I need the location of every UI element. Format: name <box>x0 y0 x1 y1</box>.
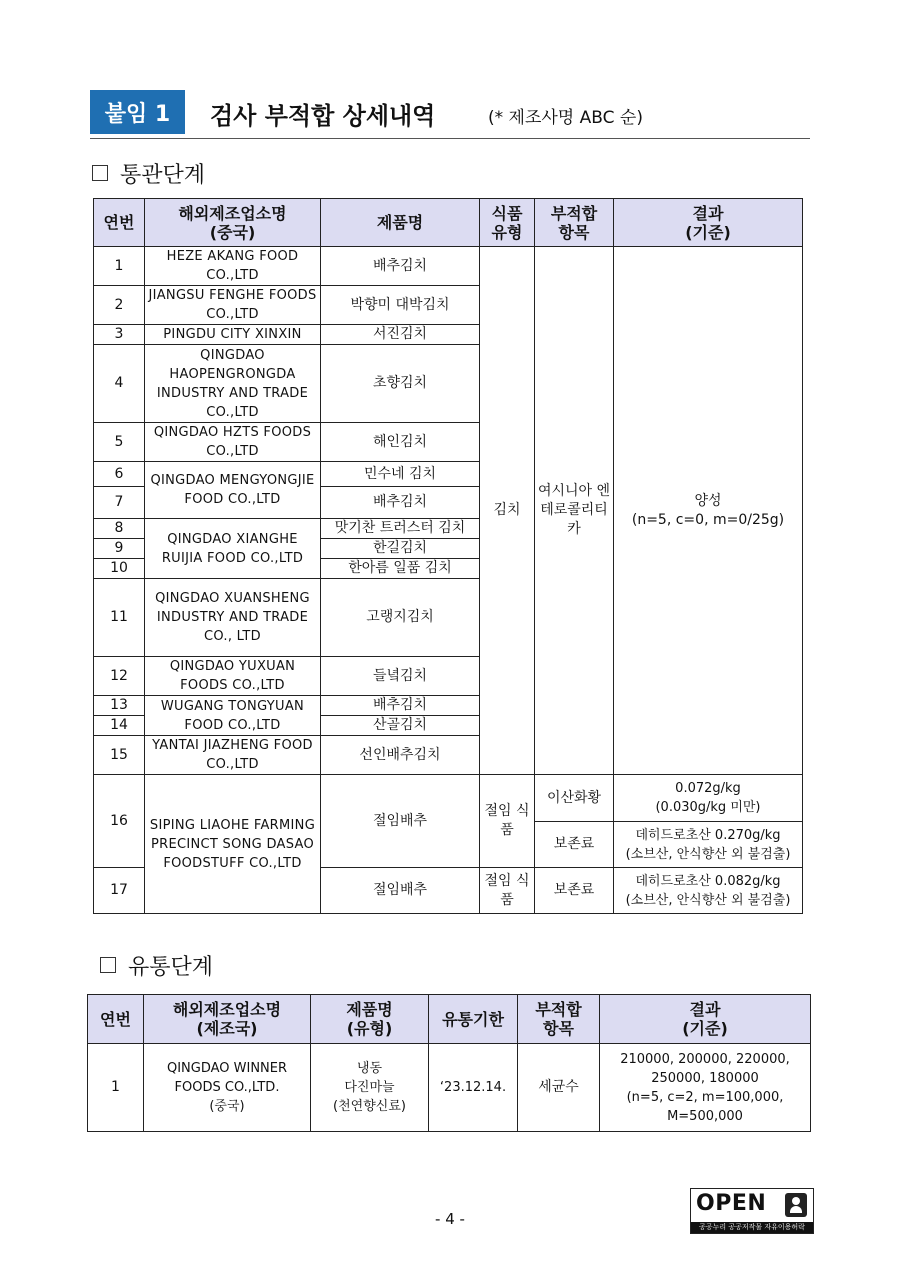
col-expiry: 유통기한 <box>429 995 518 1044</box>
table-row <box>88 1044 811 1132</box>
row-no: 7 <box>94 487 145 519</box>
row-no: 5 <box>94 423 145 462</box>
col-maker: 해외제조업소명 (제조국) <box>144 995 311 1044</box>
product-name: 한길김치 <box>321 539 480 559</box>
manufacturer: WUGANG TONGYUAN FOOD CO.,LTD <box>145 696 321 736</box>
manufacturer: QINGDAO YUXUAN FOODS CO.,LTD <box>145 657 321 696</box>
col-type: 식품 유형 <box>480 199 535 247</box>
kimchi-item: 여시니아 엔테로콜리티카 <box>535 247 614 775</box>
product-name: 한아름 일품 김치 <box>321 559 480 579</box>
sort-note: (* 제조사명 ABC 순) <box>488 108 643 128</box>
col-no: 연번 <box>88 995 144 1044</box>
preservative-item: 보존료 <box>535 822 614 868</box>
col-product: 제품명 <box>321 199 480 247</box>
col-item: 부적합 항목 <box>535 199 614 247</box>
row-no: 13 <box>94 696 145 716</box>
section-distribution-title: 유통단계 <box>128 955 214 980</box>
manufacturer: QINGDAO XIANGHE RUIJIA FOOD CO.,LTD <box>145 519 321 579</box>
product-name: 고랭지김치 <box>321 579 480 657</box>
table-header-row <box>88 995 811 1044</box>
row-no: 2 <box>94 286 145 325</box>
manufacturer: QINGDAO XUANSHENG INDUSTRY AND TRADE CO., LTD <box>145 579 321 657</box>
row-no: 11 <box>94 579 145 657</box>
expiry-date: ‘23.12.14. <box>429 1044 518 1132</box>
product-name: 산골김치 <box>321 716 480 736</box>
kimchi-result: 양성 (n=5, c=0, m=0/25g) <box>614 247 803 775</box>
open-license-logo <box>690 1188 814 1234</box>
row-no: 4 <box>94 345 145 423</box>
table-header-row <box>94 199 803 247</box>
row-no: 12 <box>94 657 145 696</box>
nonconforming-item: 세균수 <box>518 1044 600 1132</box>
product-name: 절임배추 <box>321 868 480 914</box>
row-no: 8 <box>94 519 145 539</box>
attachment-badge: 붙임 1 <box>90 90 185 134</box>
row-no: 1 <box>94 247 145 286</box>
manufacturer: YANTAI JIAZHENG FOOD CO.,LTD <box>145 736 321 775</box>
product-name: 냉동 다진마늘 (천연향신료) <box>311 1044 429 1132</box>
product-name: 해인김치 <box>321 423 480 462</box>
preservative-result: 데히드로초산 0.082g/kg (소브산, 안식향산 외 불검출) <box>614 868 803 914</box>
product-name: 서진김치 <box>321 325 480 345</box>
manufacturer: SIPING LIAOHE FARMING PRECINCT SONG DASAO FOODSTUFF CO.,LTD <box>145 775 321 914</box>
row-no: 9 <box>94 539 145 559</box>
page-number: - 4 - <box>435 1210 465 1228</box>
manufacturer: PINGDU CITY XINXIN <box>145 325 321 345</box>
product-name: 배추김치 <box>321 487 480 519</box>
manufacturer: QINGDAO WINNER FOODS CO.,LTD. (중국) <box>144 1044 311 1132</box>
col-maker: 해외제조업소명 (중국) <box>145 199 321 247</box>
row-no: 17 <box>94 868 145 914</box>
manufacturer: QINGDAO HZTS FOODS CO.,LTD <box>145 423 321 462</box>
manufacturer: JIANGSU FENGHE FOODS CO.,LTD <box>145 286 321 325</box>
section-customs-title: 통관단계 <box>120 163 206 188</box>
col-product: 제품명 (유형) <box>311 995 429 1044</box>
product-name: 들녘김치 <box>321 657 480 696</box>
person-icon <box>785 1193 807 1217</box>
product-name: 민수네 김치 <box>321 462 480 487</box>
checkbox-square-icon <box>100 957 116 973</box>
product-name: 선인배추김치 <box>321 736 480 775</box>
so2-item: 이산화황 <box>535 775 614 822</box>
section-distribution <box>100 950 213 981</box>
pickled-type: 절임 식품 <box>480 868 535 914</box>
row-no: 1 <box>88 1044 144 1132</box>
product-name: 배추김치 <box>321 247 480 286</box>
manufacturer: HEZE AKANG FOOD CO.,LTD <box>145 247 321 286</box>
page-title: 검사 부적합 상세내역 <box>210 102 436 130</box>
kimchi-type: 김치 <box>480 247 535 775</box>
col-no: 연번 <box>94 199 145 247</box>
product-name: 박향미 대박김치 <box>321 286 480 325</box>
manufacturer: QINGDAO HAOPENGRONGDA INDUSTRY AND TRADE CO.,LTD <box>145 345 321 423</box>
row-no: 14 <box>94 716 145 736</box>
table-row <box>94 247 803 286</box>
section-customs <box>92 158 205 189</box>
table-row <box>94 775 803 822</box>
col-item: 부적합 항목 <box>518 995 600 1044</box>
row-no: 15 <box>94 736 145 775</box>
row-no: 3 <box>94 325 145 345</box>
preservative-item: 보존료 <box>535 868 614 914</box>
open-label: OPEN <box>696 1191 767 1216</box>
product-name: 맛기찬 트러스터 김치 <box>321 519 480 539</box>
col-result: 결과 (기준) <box>600 995 811 1044</box>
row-no: 10 <box>94 559 145 579</box>
row-no: 16 <box>94 775 145 868</box>
product-name: 절임배추 <box>321 775 480 868</box>
page-header <box>90 90 810 139</box>
so2-result: 0.072g/kg (0.030g/kg 미만) <box>614 775 803 822</box>
manufacturer: QINGDAO MENGYONGJIE FOOD CO.,LTD <box>145 462 321 519</box>
preservative-result: 데히드로초산 0.270g/kg (소브산, 안식향산 외 불검출) <box>614 822 803 868</box>
customs-table <box>93 198 803 914</box>
product-name: 배추김치 <box>321 696 480 716</box>
result: 210000, 200000, 220000, 250000, 180000 (n=5, c=2, m=100,000, M=500,000 <box>600 1044 811 1132</box>
distribution-table <box>87 994 811 1132</box>
product-name: 초향김치 <box>321 345 480 423</box>
checkbox-square-icon <box>92 165 108 181</box>
pickled-type: 절임 식품 <box>480 775 535 868</box>
col-result: 결과 (기준) <box>614 199 803 247</box>
row-no: 6 <box>94 462 145 487</box>
open-caption: 공공누리 공공저작물 자유이용허락 <box>691 1222 813 1233</box>
